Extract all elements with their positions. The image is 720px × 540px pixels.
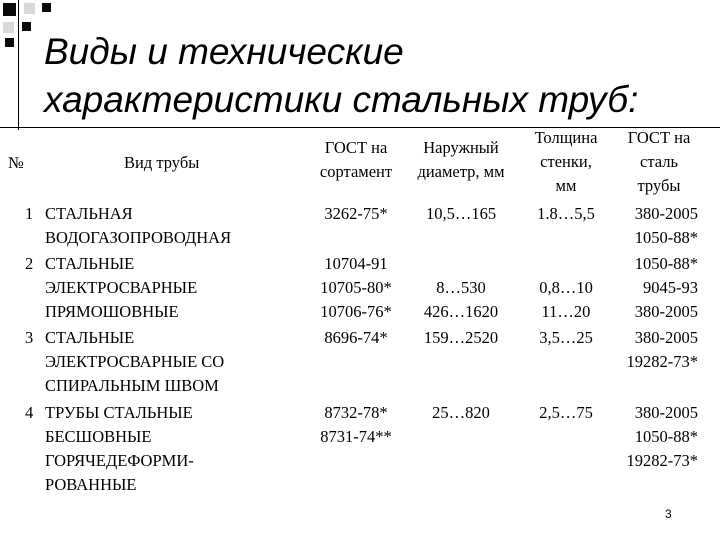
- decor-square: [3, 3, 16, 16]
- decor-square: [22, 22, 31, 31]
- row-outer-diam: 10,5…165: [425, 204, 497, 223]
- row-gost-sort: 8696-74*: [324, 328, 388, 347]
- decor-square: [3, 22, 14, 33]
- header-type: Вид трубы: [124, 153, 200, 172]
- title-line-1: Виды и технические: [44, 31, 404, 72]
- row-gost-sort: 8732-78* 8731-74**: [320, 403, 392, 446]
- row-num: 1: [25, 204, 34, 223]
- row-gost-sort: 3262-75*: [324, 204, 388, 223]
- row-type: СТАЛЬНЫЕ ЭЛЕКТРОСВАРНЫЕ СО СПИРАЛЬНЫМ ШВОМ: [45, 328, 225, 395]
- title-line-2: характеристики стальных труб:: [44, 79, 639, 120]
- row-wall: 0,8…10 11…20: [539, 278, 593, 321]
- title-rule: [18, 0, 19, 130]
- row-outer-diam: 8…530 426…1620: [423, 278, 499, 321]
- row-wall: 2,5…75: [539, 403, 593, 422]
- row-gost-sort: 10704-91 10705-80* 10706-76*: [320, 254, 392, 321]
- header-outer-diam: Наружный диаметр, мм: [417, 138, 505, 181]
- decor-square: [24, 3, 35, 14]
- header-gost-sort: ГОСТ на сортамент: [319, 138, 393, 181]
- row-type: СТАЛЬНАЯ ВОДОГАЗОПРОВОДНАЯ: [45, 204, 232, 247]
- decor-square: [5, 38, 14, 47]
- row-gost-steel: 380-2005 1050-88*: [634, 204, 698, 247]
- row-wall: 3,5…25: [539, 328, 593, 347]
- decor-square: [42, 3, 51, 12]
- row-gost-steel: 1050-88* 9045-93 380-2005: [634, 254, 698, 321]
- row-num: 2: [25, 254, 34, 273]
- row-type: СТАЛЬНЫЕ ЭЛЕКТРОСВАРНЫЕ ПРЯМОШОВНЫЕ: [45, 254, 198, 321]
- row-num: 4: [25, 403, 34, 422]
- header-num: №: [8, 153, 24, 172]
- page-number: 3: [665, 507, 672, 521]
- header-gost-steel: ГОСТ на сталь трубы: [627, 128, 691, 195]
- row-outer-diam: 159…2520: [423, 328, 499, 347]
- row-outer-diam: 25…820: [432, 403, 490, 422]
- row-type: ТРУБЫ СТАЛЬНЫЕ БЕСШОВНЫЕ ГОРЯЧЕДЕФОРМИ- РОВАННЫЕ: [45, 403, 194, 494]
- row-wall: 1.8…5,5: [537, 204, 595, 223]
- row-gost-steel: 380-2005 19282-73*: [626, 328, 698, 371]
- header-wall: Толщина стенки, мм: [534, 128, 598, 195]
- row-num: 3: [25, 328, 34, 347]
- row-gost-steel: 380-2005 1050-88* 19282-73*: [626, 403, 698, 470]
- page-title: [44, 28, 704, 124]
